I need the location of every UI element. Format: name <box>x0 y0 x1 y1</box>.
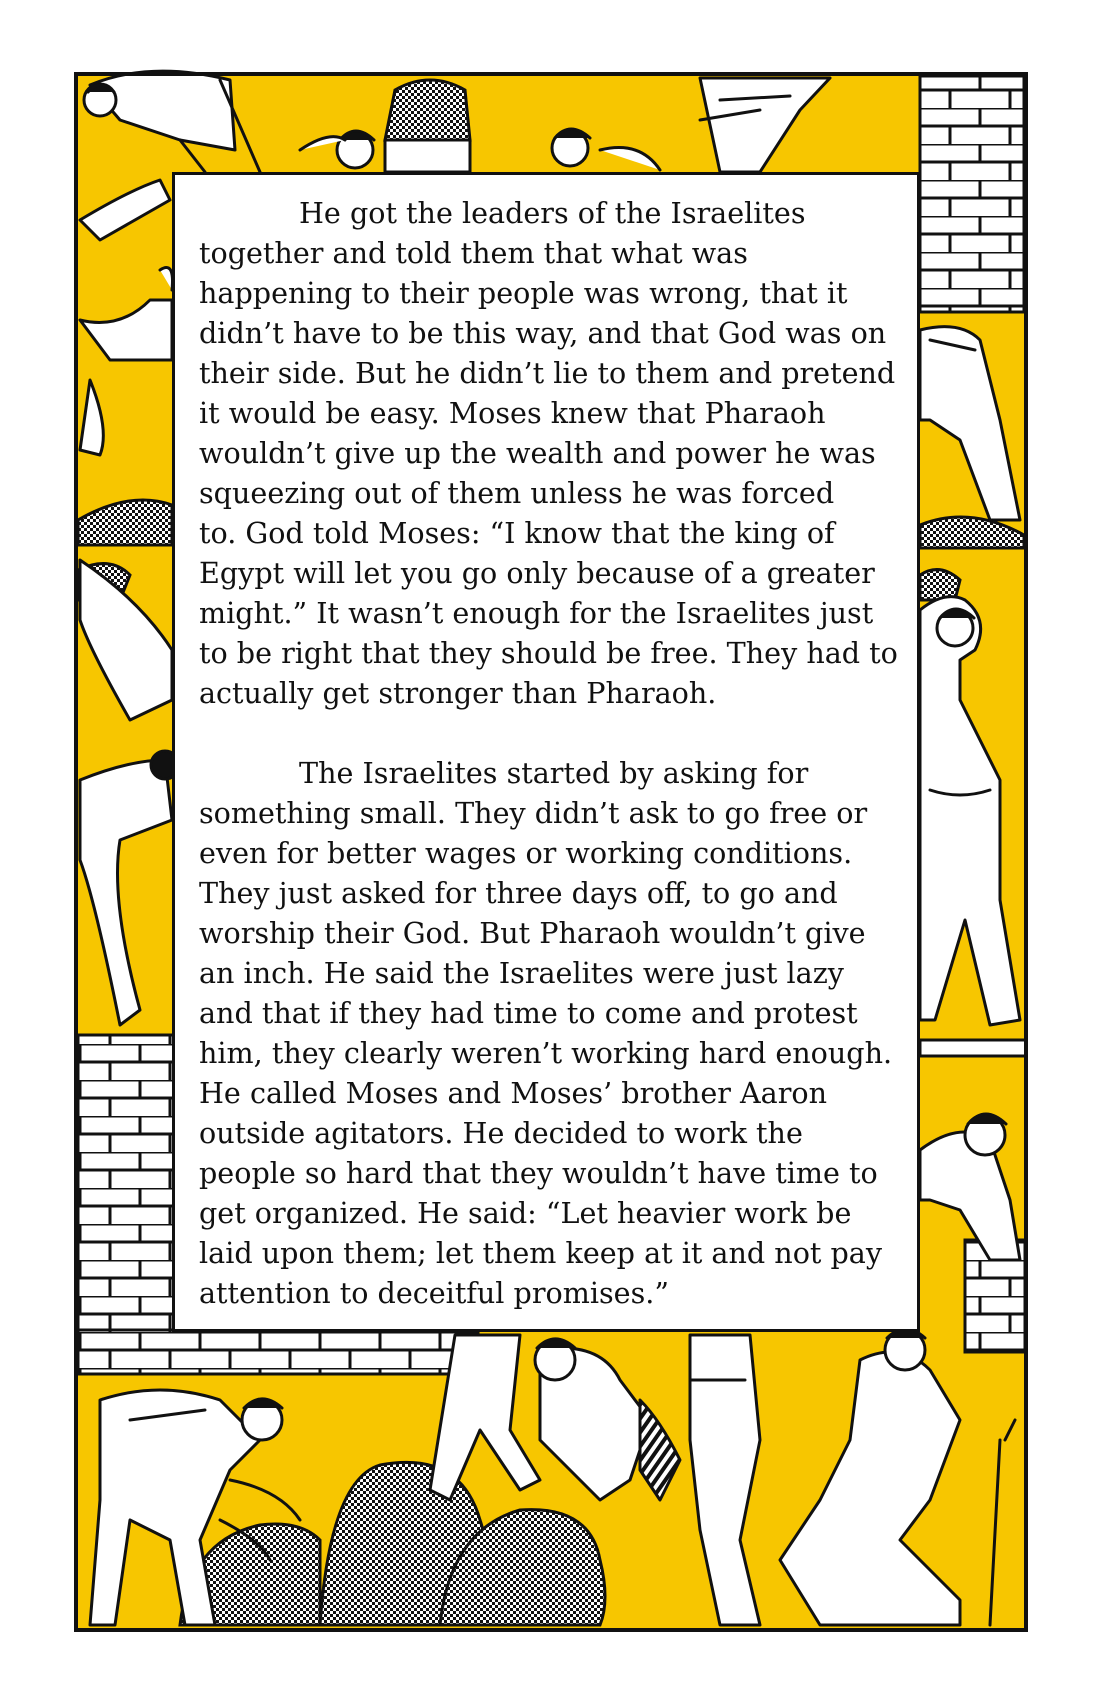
text-line: get organized. He said: “Let heavier work be <box>199 1196 852 1230</box>
text-line: squeezing out of them unless he was forced <box>199 476 835 510</box>
text-line: an inch. He said the Israelites were just lazy <box>199 956 844 990</box>
text-line: actually get stronger than Pharaoh. <box>199 676 717 710</box>
text-line: happening to their people was wrong, that it <box>199 276 848 310</box>
text-line: He got the leaders of the Israelites <box>299 196 806 230</box>
text-line: didn’t have to be this way, and that God was on <box>199 316 887 350</box>
text-line: together and told them that what was <box>199 236 748 270</box>
text-line: Egypt will let you go only because of a greater <box>199 556 875 590</box>
text-line: attention to deceitful promises.” <box>199 1276 669 1310</box>
text-line: to. God told Moses: “I know that the king of <box>199 516 835 550</box>
text-line: laid upon them; let them keep at it and not pay <box>199 1236 882 1270</box>
story-text-box <box>172 172 920 1332</box>
text-line: outside agitators. He decided to work the <box>199 1116 803 1150</box>
text-line: They just asked for three days off, to go and <box>199 876 838 910</box>
text-line: him, they clearly weren’t working hard enough. <box>199 1036 893 1070</box>
text-line: to be right that they should be free. They had to <box>199 636 898 670</box>
paragraph-small-request <box>199 753 897 1313</box>
text-line: something small. They didn’t ask to go free or <box>199 796 868 830</box>
text-line: and that if they had time to come and protest <box>199 996 858 1030</box>
text-line: He called Moses and Moses’ brother Aaron <box>199 1076 828 1110</box>
text-line: their side. But he didn’t lie to them and pretend <box>199 356 896 390</box>
paragraph-leaders <box>199 193 897 713</box>
text-line: worship their God. But Pharaoh wouldn’t give <box>199 916 866 950</box>
text-line: The Israelites started by asking for <box>299 756 809 790</box>
text-line: even for better wages or working conditions. <box>199 836 853 870</box>
text-line: it would be easy. Moses knew that Pharaoh <box>199 396 826 430</box>
text-line: might.” It wasn’t enough for the Israelites just <box>199 596 874 630</box>
text-line: people so hard that they wouldn’t have time to <box>199 1156 878 1190</box>
text-line: wouldn’t give up the wealth and power he was <box>199 436 876 470</box>
